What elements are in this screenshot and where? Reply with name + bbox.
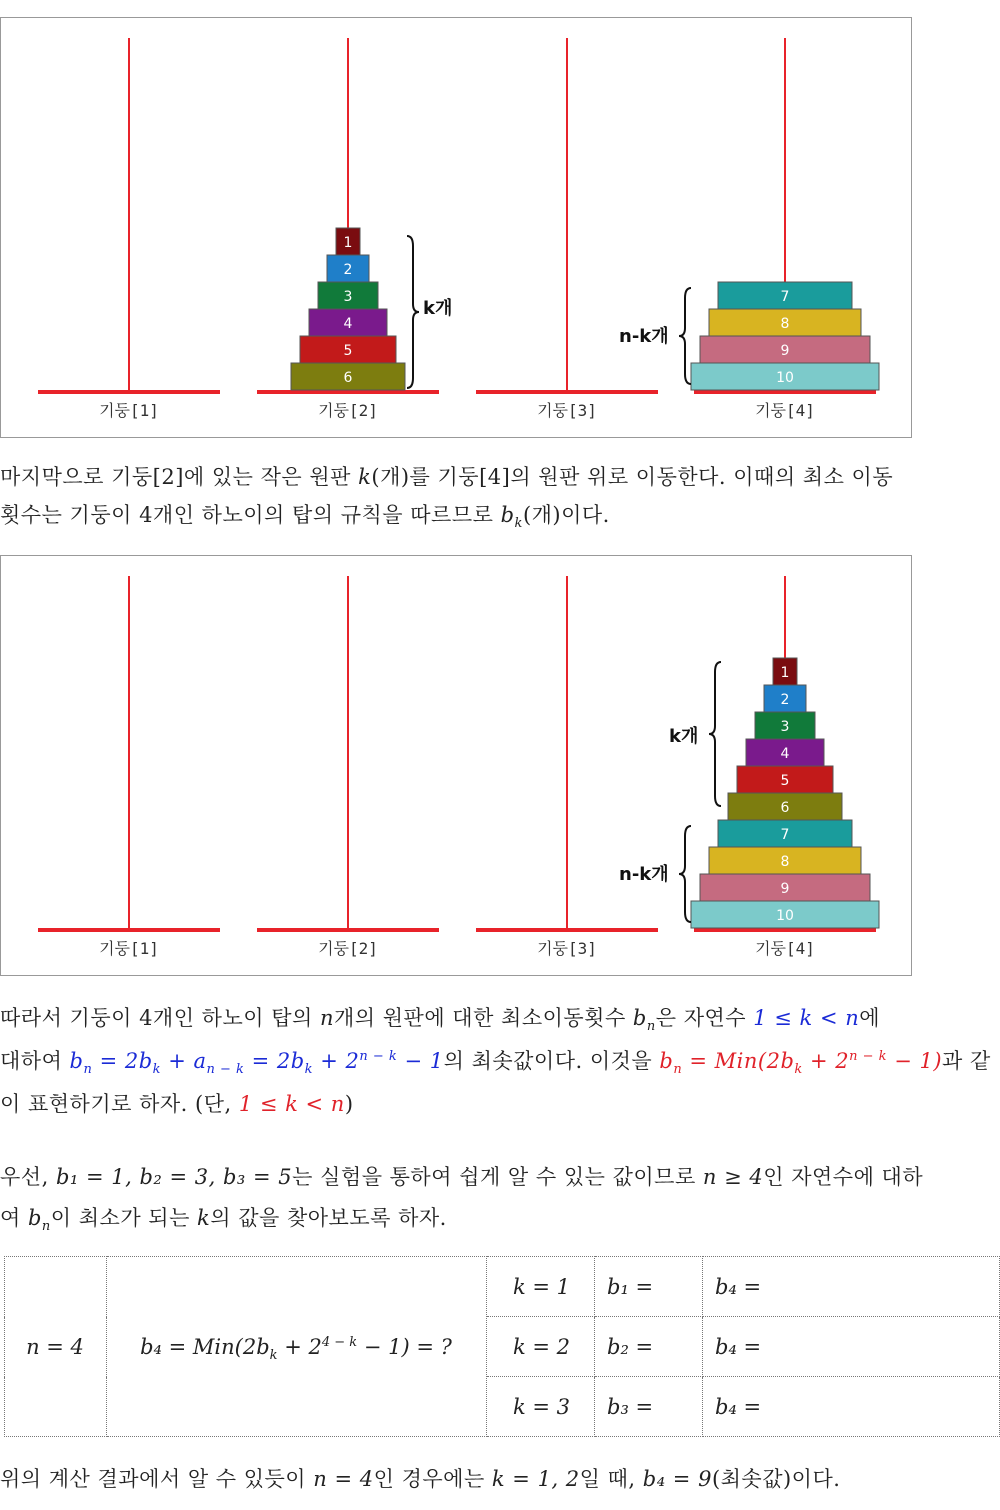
n-cell: n = 4 <box>5 1257 107 1437</box>
paragraph-2-line-1: 따라서 기둥이 4개인 하노이 탑의 n개의 원판에 대한 최소이동횟수 $b_n$은 자연수 1 ≤ k < n에 <box>0 1006 881 1035</box>
hanoi-diagram-1 <box>1 18 913 439</box>
disk-label: 10 <box>776 370 794 386</box>
formula-cell: $b_4 = Min(2b_k + 2^{4 - k} - 1)$ = ? <box>107 1257 487 1437</box>
peg-base <box>694 390 876 394</box>
table-row <box>5 1257 1000 1317</box>
math-k: k <box>358 465 372 489</box>
hanoi-diagram-2 <box>1 556 913 977</box>
k-cell: k = 2 <box>487 1317 595 1377</box>
disk-label: 8 <box>780 854 790 870</box>
disk-label: 3 <box>780 719 790 735</box>
disk-label: 9 <box>780 343 790 359</box>
disk-label: 2 <box>780 692 790 708</box>
peg-base <box>476 928 658 932</box>
brace <box>679 288 691 384</box>
paragraph-3 <box>0 1157 1000 1239</box>
brace-label-k: k개 <box>423 298 453 319</box>
hanoi-figure-1 <box>0 17 912 438</box>
peg-label: 기둥[2] <box>318 401 378 420</box>
paragraph-3-line-2: 여 $b_n$이 최소가 되는 k의 값을 찾아보도록 하자. <box>0 1206 447 1235</box>
peg-label: 기둥[3] <box>537 401 597 420</box>
disk-label: 4 <box>780 746 790 762</box>
disk-label: 10 <box>776 908 794 924</box>
disk-label: 1 <box>343 235 353 251</box>
k-cell: k = 3 <box>487 1377 595 1437</box>
brace <box>679 826 691 922</box>
text: (개)를 기둥[4]의 원판 위로 이동한다. 이때의 최소 이동 <box>371 465 894 489</box>
calculation-table <box>4 1256 1000 1437</box>
peg-base <box>38 390 220 394</box>
peg-label: 기둥[4] <box>755 401 815 420</box>
brace <box>709 662 721 806</box>
disk-label: 7 <box>780 289 790 305</box>
paragraph-1 <box>0 458 1000 534</box>
disk-label: 1 <box>780 665 790 681</box>
b4-cell: b₄ = <box>703 1317 1000 1377</box>
text: (개)이다. <box>522 503 610 527</box>
paragraph-1-line-1 <box>0 458 1000 496</box>
bk-cell: b₂ = <box>595 1317 703 1377</box>
bk-cell: b₁ = <box>595 1257 703 1317</box>
brace-label-k: k개 <box>669 726 699 747</box>
peg-base <box>476 390 658 394</box>
math-bk: $b_k$ <box>500 503 523 532</box>
peg-label: 기둥[1] <box>99 939 159 958</box>
b4-cell: b₄ = <box>703 1377 1000 1437</box>
disk-label: 4 <box>343 316 353 332</box>
peg-label: 기둥[2] <box>318 939 378 958</box>
peg-base <box>38 928 220 932</box>
paragraph-2 <box>0 997 1000 1126</box>
peg-base <box>257 928 439 932</box>
disk-label: 7 <box>780 827 790 843</box>
brace-label-nk: n-k개 <box>619 864 669 885</box>
b4-cell: b₄ = <box>703 1257 1000 1317</box>
paragraph-1-line-2 <box>0 496 1000 534</box>
formula-bn: $b_n = 2b_k + a_{n - k} = 2b_k + 2^{n - k} - 1$ <box>69 1049 444 1078</box>
k-cell: k = 1 <box>487 1257 595 1317</box>
peg-base <box>694 928 876 932</box>
peg-label: 기둥[4] <box>755 939 815 958</box>
brace-label-nk: n-k개 <box>619 326 669 347</box>
paragraph-4: 위의 계산 결과에서 알 수 있듯이 n = 4인 경우에는 k = 1, 2일 때, b₄ = 9(최솟값)이다. <box>0 1467 841 1491</box>
disk-label: 2 <box>343 262 353 278</box>
formula-min: $b_n = Min(2b_k + 2^{n - k} - 1)$ <box>659 1049 943 1078</box>
peg-base <box>257 390 439 394</box>
disk-label: 5 <box>343 343 353 359</box>
peg-label: 기둥[1] <box>99 401 159 420</box>
range-expression: 1 ≤ k < n <box>753 1006 860 1030</box>
text: 마지막으로 기둥[2]에 있는 작은 원판 <box>0 465 359 489</box>
paragraph-3-line-1: 우선, b₁ = 1, b₂ = 3, b₃ = 5는 실험을 통하여 쉽게 알 수 있는 값이므로 n ≥ 4인 자연수에 대하 <box>0 1165 924 1189</box>
paragraph-2-line-2: 대하여 $b_n = 2b_k + a_{n - k} = 2b_k + 2^{n - k} - 1$의 최솟값이다. 이것을 $b_n = Min(2b_k + 2^{n - k} - 1)$과 같 <box>0 1049 991 1078</box>
disk-label: 8 <box>780 316 790 332</box>
brace <box>407 236 419 388</box>
text: 횟수는 기둥이 4개인 하노이의 탑의 규칙을 따르므로 <box>0 503 501 527</box>
disk-label: 3 <box>343 289 353 305</box>
disk-label: 9 <box>780 881 790 897</box>
paragraph-2-line-3: 이 표현하기로 하자. (단, 1 ≤ k < n) <box>0 1092 354 1116</box>
disk-label: 6 <box>343 370 353 386</box>
peg-label: 기둥[3] <box>537 939 597 958</box>
hanoi-figure-2 <box>0 555 912 976</box>
bk-cell: b₃ = <box>595 1377 703 1437</box>
disk-label: 5 <box>780 773 790 789</box>
disk-label: 6 <box>780 800 790 816</box>
